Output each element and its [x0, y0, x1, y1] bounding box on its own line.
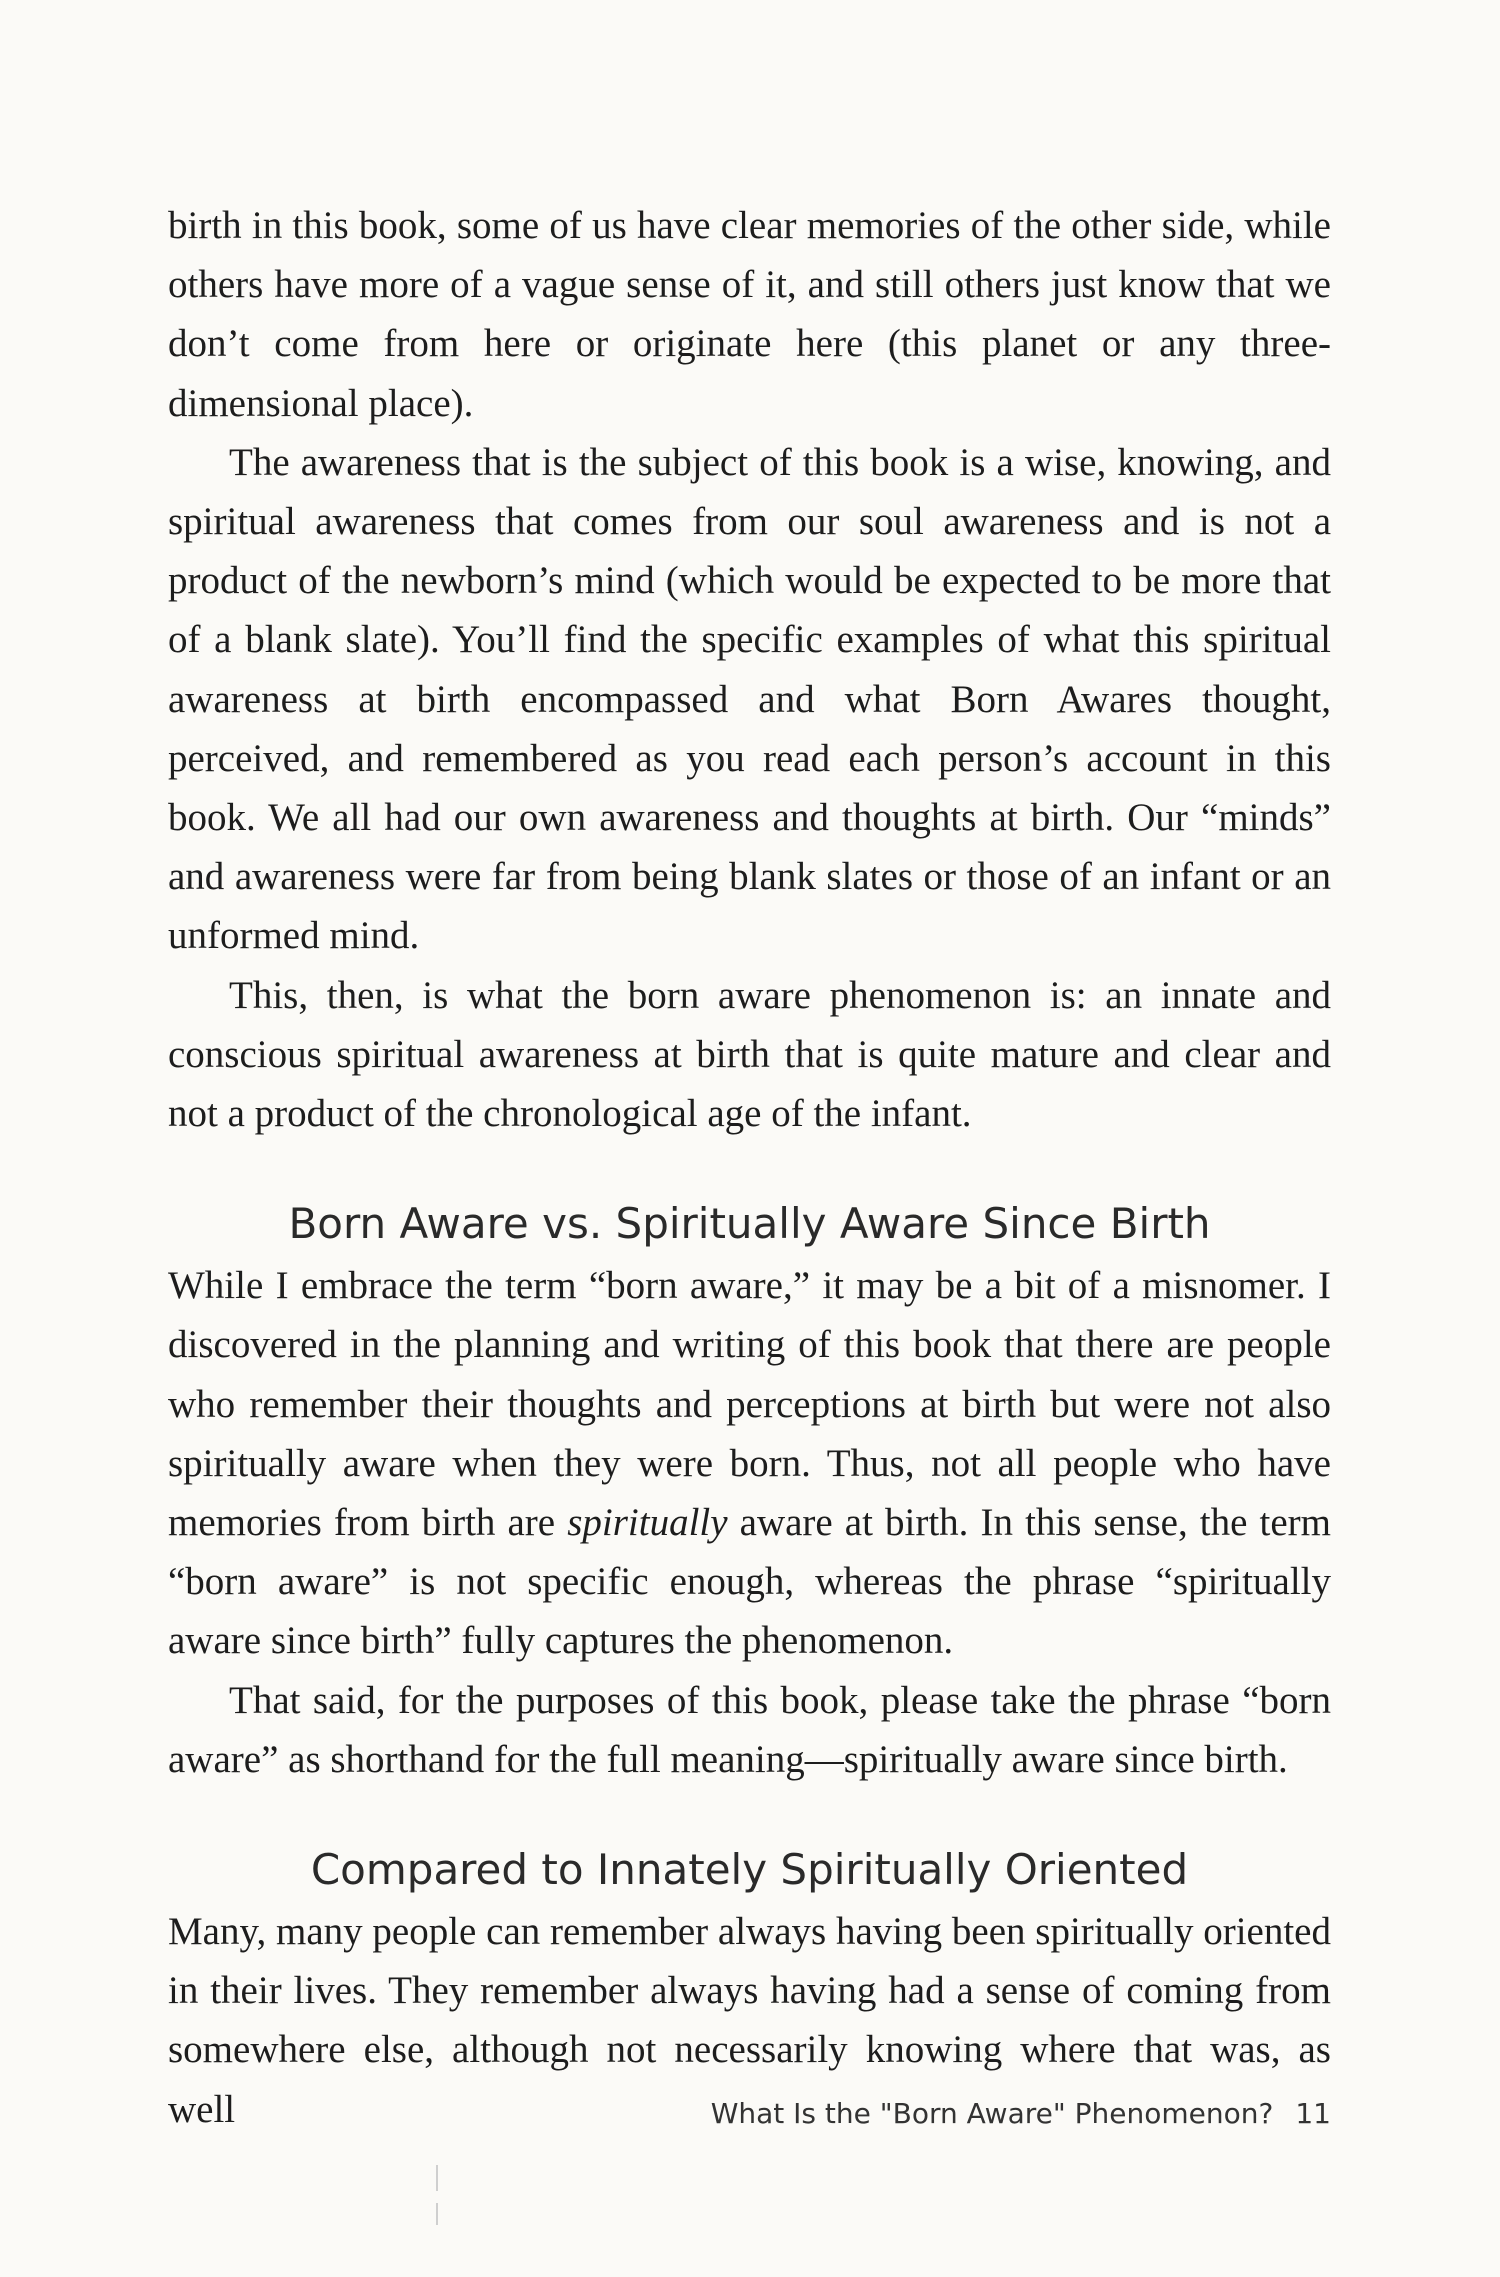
page-footer — [168, 2097, 1331, 2130]
page-body — [168, 196, 1331, 2139]
paragraph-4 — [168, 1256, 1331, 1670]
paragraph-4-text-a: While I embrace the term “born aware,” it may be a bit of a misnomer. I discovered in the planning and writing of this book that there are people who remember their thoughts and perceptions at birth but were not also spiritually aware when they were born. Thus, not all people who have memories from birth are — [168, 1264, 1331, 1545]
emphasis-spiritually: spiritually — [567, 1501, 728, 1545]
paragraph-3: This, then, is what the born aware phenomenon is: an innate and conscious spiritual awareness at birth that is quite mature and clear and not a product of the chronological age of the infant. — [168, 973, 1331, 1136]
scan-mark — [436, 2165, 438, 2191]
paragraph-5: That said, for the purposes of this book, please take the phrase “born aware” as shorthand for the full meaning—spiritually aware since birth. — [168, 1678, 1331, 1781]
paragraph-6: Many, many people can remember always having been spiritually oriented in their lives. They remember always having had a sense of coming from somewhere else, although not necessarily knowing where that was, as well — [168, 1910, 1331, 2131]
running-head: What Is the "Born Aware" Phenomenon? — [710, 2097, 1274, 2130]
page-number: 11 — [1295, 2097, 1331, 2130]
paragraph-4-text-b: aware at birth. In this sense, the term “born aware” is not specific enough, whereas the phrase “spiritually aware since birth” fully captures the phenomenon. — [168, 1501, 1332, 1663]
section-heading-compared: Compared to Innately Spiritually Oriented — [310, 1845, 1189, 1895]
section-heading-born-aware: Born Aware vs. Spiritually Aware Since Birth — [288, 1199, 1211, 1249]
paragraph-1: birth in this book, some of us have clear memories of the other side, while others have more of a vague sense of it, and still others just know that we don’t come from here or originate here (this planet or any three-dimensional place). — [168, 204, 1331, 425]
paragraph-2: The awareness that is the subject of this book is a wise, knowing, and spiritual awareness that comes from our soul awareness and is not a product of the newborn’s mind (which would be expected to be more that of a blank slate). You’ll find the specific examples of what this spiritual awareness at birth encompassed and what Born Awares thought, perceived, and remembered as you read each person’s account in this book. We all had our own awareness and thoughts at birth. Our “minds” and awareness were far from being blank slates or those of an infant or an unformed mind. — [168, 440, 1331, 958]
scan-mark — [436, 2203, 438, 2225]
